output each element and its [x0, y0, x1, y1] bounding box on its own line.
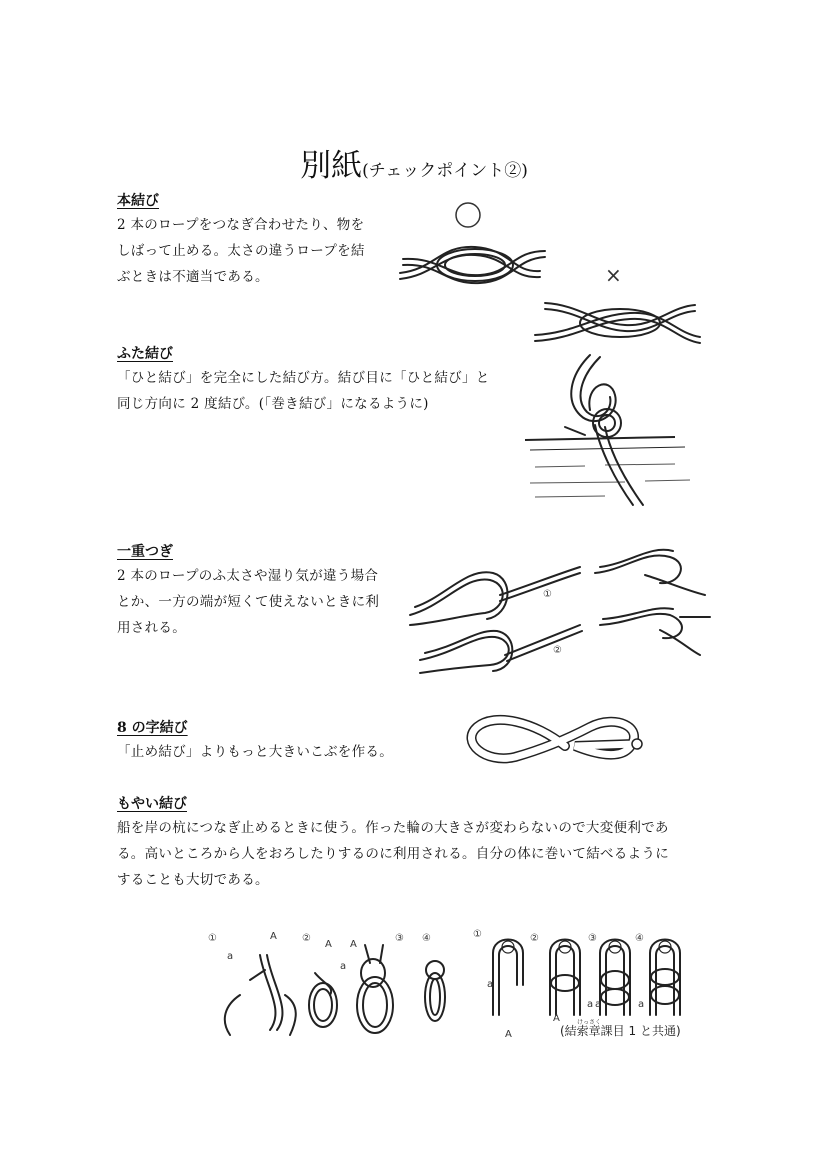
label-A: A — [350, 939, 357, 950]
step-2-label: ② — [553, 645, 562, 656]
bowline-right-step-2: ② — [530, 933, 539, 944]
page-title — [0, 140, 828, 185]
text-line: 同じ方向に 2 度結び。(「巻き結び」になるように) — [117, 396, 429, 412]
section-text-figure-eight — [117, 739, 437, 765]
label-a: a — [595, 999, 602, 1010]
section-heading-figure-eight: 8 の字結び — [117, 720, 188, 736]
text-line: 「ひと結び」を完全にした結び方。結び目に「ひと結び」と — [117, 370, 490, 386]
reef-knot-illustration — [395, 195, 705, 355]
text-line: とか、一方の端が短くて使えないときに利 — [117, 594, 380, 610]
figure-eight-illustration — [455, 702, 655, 777]
section-heading-two-half-hitches: ふた結び — [117, 346, 173, 362]
title-main: 別紙 — [300, 148, 363, 184]
section-heading-bowline: もやい結び — [117, 796, 187, 812]
bowline-illustration — [205, 925, 705, 1045]
correct-circle-icon — [456, 203, 480, 227]
section-text-bowline — [117, 815, 727, 893]
label-a: a — [227, 951, 234, 962]
bowline-right-step-1: ① — [473, 929, 482, 940]
bowline-left-step-3: ③ — [395, 933, 404, 944]
section-heading-reef-knot: 本結び — [117, 193, 159, 209]
text-line: 2 本のロープのふ太さや湿り気が違う場合 — [117, 568, 379, 584]
bowline-right-step-3: ③ — [588, 933, 597, 944]
sheet-bend-illustration — [405, 545, 710, 685]
text-line: しばって止める。太さの違うロープを結 — [117, 243, 365, 259]
text-line: 「止め結び」よりもっと大きいこぶを作る。 — [117, 744, 393, 760]
section-heading-sheet-bend: 一重つぎ — [117, 544, 173, 560]
text-line: る。高いところから人をおろしたりするのに利用される。自分の体に巻いて結べるように — [117, 846, 669, 862]
bowline-caption: (結索章課目 1 と共通) — [560, 1024, 681, 1038]
bowline-left-step-2: ② — [302, 933, 311, 944]
step-1-label: ① — [543, 589, 552, 600]
label-A: A — [270, 931, 277, 942]
text-line: 用される。 — [117, 620, 186, 636]
bowline-left-step-4: ④ — [422, 933, 431, 944]
wrong-mark-icon: × — [605, 263, 622, 287]
title-sub: (チェックポイント②) — [362, 161, 528, 181]
label-A: A — [553, 1013, 560, 1024]
caption-ruby: けっさく — [577, 1019, 602, 1026]
label-a: a — [638, 999, 645, 1010]
text-line: することも大切である。 — [117, 872, 269, 888]
section-text-sheet-bend — [117, 563, 407, 641]
text-line: 船を岸の杭につなぎ止めるときに使う。作った輪の大きさが変わらないので大変便利であ — [117, 820, 669, 836]
bowline-left-step-1: ① — [208, 933, 217, 944]
text-line: 2 本のロープをつなぎ合わせたり、物を — [117, 217, 365, 233]
label-a: a — [340, 961, 347, 972]
label-A: A — [325, 939, 332, 950]
label-a: a — [487, 979, 494, 990]
label-a: a — [587, 999, 594, 1010]
label-A: A — [505, 1029, 512, 1040]
text-line: ぶときは不適当である。 — [117, 269, 269, 285]
section-text-two-half-hitches — [117, 365, 517, 417]
section-text-reef-knot — [117, 212, 407, 290]
bowline-right-step-4: ④ — [635, 933, 644, 944]
two-half-hitches-illustration — [525, 355, 705, 505]
